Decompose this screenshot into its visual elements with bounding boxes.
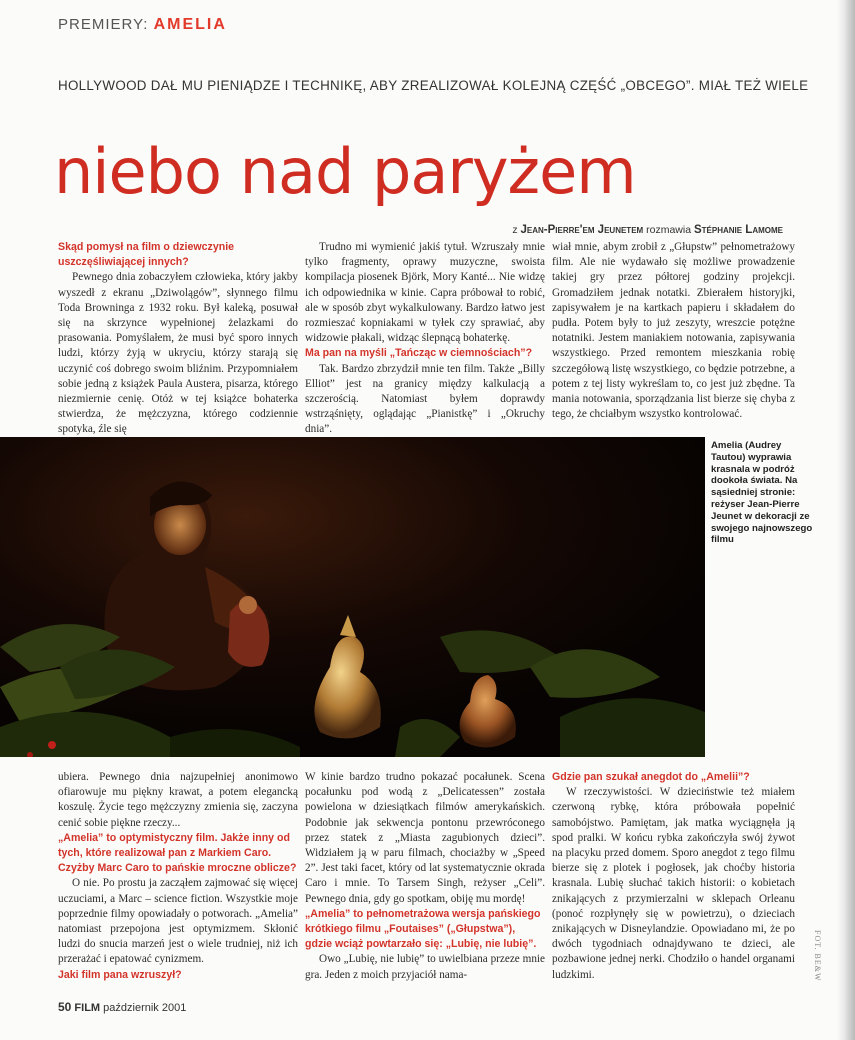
column-1-bottom: [58, 770, 298, 983]
question: Gdzie pan szukał anegdot do „Amelii”?: [552, 771, 750, 783]
lead-text: HOLLYWOOD DAŁ MU PIENIĄDZE I TECHNIKĘ, ABY ZREALIZOWAŁ KOLEJNĄ CZĘŚĆ „OBCEGO”. MIAŁ TEŻ WIELE: [58, 78, 809, 93]
paragraph: wiał mnie, abym zrobił z „Głupstw” pełnometrażowy film. Ale nie wydawało się możliwe prowadzenie takiej gry przez półtorej godziny projekcji. Gromadziłem jednak notatki. Zbierałem historyjki, zapisywałem je na kartkach papieru i składałem do pudła. Potem były to już zeszyty, wreszcie potężne notatniki. Jestem maniakiem notowania, zapisywania wszystkiego. Przed remontem mieszkania robię szczegółową listę wszystkiego, co będzie potrzebne, a potem z tej listy wykreślam to, co jest już zbędne. Ta mania notowania, sporządzania list bierze się chyba z tego, że chciałbym wszystko kontrolować.: [552, 241, 795, 421]
byline-mid: rozmawia: [646, 224, 692, 236]
column-2-bottom: [305, 770, 545, 983]
byline-interviewee: Jean-Pierre'em Jeunetem: [520, 224, 644, 236]
paragraph: Owo „Lubię, nie lubię” to uwielbiana przeze mnie gra. Jeden z moich przyjaciół nama-: [305, 953, 545, 981]
paragraph: Trudno mi wymienić jakiś tytuł. Wzruszały mnie tylko fragmenty, oprawy muzyczne, swoista kompilacja piosenek Björk, Mory Kanté... Nie widzę ich odpowiednika w kinie. Capra próbował to robić, ale w sposób zbyt wykalkulowany. Bardzo łatwo jest rozmieszać kopniakami w tyłek czy sprawiać, aby widzowie płakali, widząc ślepnącą bohaterkę.: [305, 241, 545, 345]
paragraph: ubiera. Pewnego dnia najzupełniej anonimowo ofiarowuje mu piękny krawat, a potem elegancką koszulę. Życie tego mężczyzny zmienia się, zaczyna cenić sobie piękne rzeczy...: [58, 771, 298, 829]
question: Ma pan na myśli „Tańcząc w ciemnościach”?: [305, 347, 533, 360]
article-title: niebo nad paryżem: [54, 135, 636, 208]
question: Jaki film pana wzruszył?: [58, 968, 182, 981]
photo-credit-text: FOT. BE&W: [813, 930, 822, 982]
film-still-image: [0, 437, 705, 757]
photo-caption: Amelia (Audrey Tautou) wyprawia krasnala w podróż dookoła świata. Na sąsiedniej stronie: reżyser Jean-Pierre Jeunet w dekoracji ze swojego najnowszego filmu: [711, 440, 813, 546]
paragraph: Pewnego dnia zobaczyłem człowieka, który jakby wyszedł z ekranu „Dziwolągów”, słynnego filmu Toda Browninga z 1932 roku. Był kaleką, posuwał się na skrzynce wypełnionej żelazkami do prasowania. Pomyślałem, że musi być sporo innych ludzi, którzy żyją w ukryciu, którzy starają się uczynić coś dobrego swoim bliźnim. Przypomniałem sobie jedną z książek Paula Austera, pisarza, którego niezmiernie cenię. Otóż w tej książce bohaterka stwierdza, że mężczyzna, którego codziennie spotyka, źle się: [58, 271, 298, 436]
film-name: AMELIA: [153, 16, 227, 33]
photo-credit: [813, 930, 852, 990]
section-header: [58, 16, 227, 34]
byline: [512, 224, 783, 236]
column-2-top: [305, 240, 545, 438]
page-footer: [58, 1000, 186, 1014]
section-label: PREMIERY:: [58, 16, 149, 33]
question: „Amelia” to pełnometrażowa wersja pańskiego krótkiego filmu „Foutaises” („Głupstwa”), gdzie wciąż powtarzało się: „Lubię, nie lubię”.: [305, 907, 541, 951]
column-1-top: [58, 240, 298, 438]
paragraph: Tak. Bardzo zbrzydził mnie ten film. Także „Billy Elliot” jest na granicy między kalkulacją a szczerością. Natomiast byłem doprawdy wstrząśnięty, oglądając „Pianistkę” i „Okruchy dnia”.: [305, 362, 545, 436]
page-number: 50: [58, 1000, 72, 1014]
paragraph: O nie. Po prostu ja zacząłem zajmować się więcej uczuciami, a Marc – science fiction. Wszystkie moje poprzednie filmy opowiadały o potworach. „Amelia” natomiast przepojona jest optymizmem. Skłonić ludzi do snucia marzeń jest o wiele trudniej, niż ich przerażać i epatować cynizmem.: [58, 877, 298, 966]
film-still-photo: [0, 437, 705, 757]
question: „Amelia” to optymistyczny film. Jakże inny od tych, które realizował pan z Markiem Caro. Czyżby Marc Caro to pańskie mroczne oblicze?: [58, 831, 297, 875]
paragraph: W rzeczywistości. W dzieciństwie też miałem czerwoną rybkę, która próbowała popełnić samobójstwo. Pamiętam, jak matka wyciągnęła ją spod pralki. W końcu rybka zakończyła swój żywot na placyku przed domem. Sporo anegdot z tego filmu bierze się z plotek i pogłosek, jak choćby historia krasnala. Lubię słuchać takich historii: o kobietach znikających z przymierzalni w sklepach Orleanu (ponoć rozpłynęły się w powietrzu), o dzieciach znikających w Disneylandzie. Opowiadano mi, że po dwóch tygodniach odnajdywano te dzieci, ale pozbawione jednej nerki. Chodziło o handel organami ludzkimi.: [552, 786, 795, 981]
byline-prefix: z: [512, 224, 518, 236]
question: Skąd pomysł na film o dziewczynie uszczęśliwiającej innych?: [58, 241, 235, 269]
page-spine-shadow: [837, 0, 855, 1040]
byline-interviewer: Stéphanie Lamome: [693, 224, 783, 236]
paragraph: W kinie bardzo trudno pokazać pocałunek. Scena pocałunku pod wodą z „Delicatessen” została powielona w dziesiątkach filmów amerykańskich. Podobnie jak sekwencja pontonu przewróconego przez statek z „Miasta zagubionych dzieci”. Widziałem ją w paru filmach, chociażby w „Speed 2”. Jest taki facet, który od lat systematycznie okrada Caro i mnie. To Tarsem Singh, reżyser „Celi”. Pewnego dnia, gdy go spotkam, obiję mu mordę!: [305, 771, 545, 905]
column-3-bottom: [552, 770, 795, 983]
magazine-name: FILM: [74, 1002, 101, 1014]
issue-date: październik 2001: [103, 1002, 187, 1014]
column-3-top: [552, 240, 795, 422]
